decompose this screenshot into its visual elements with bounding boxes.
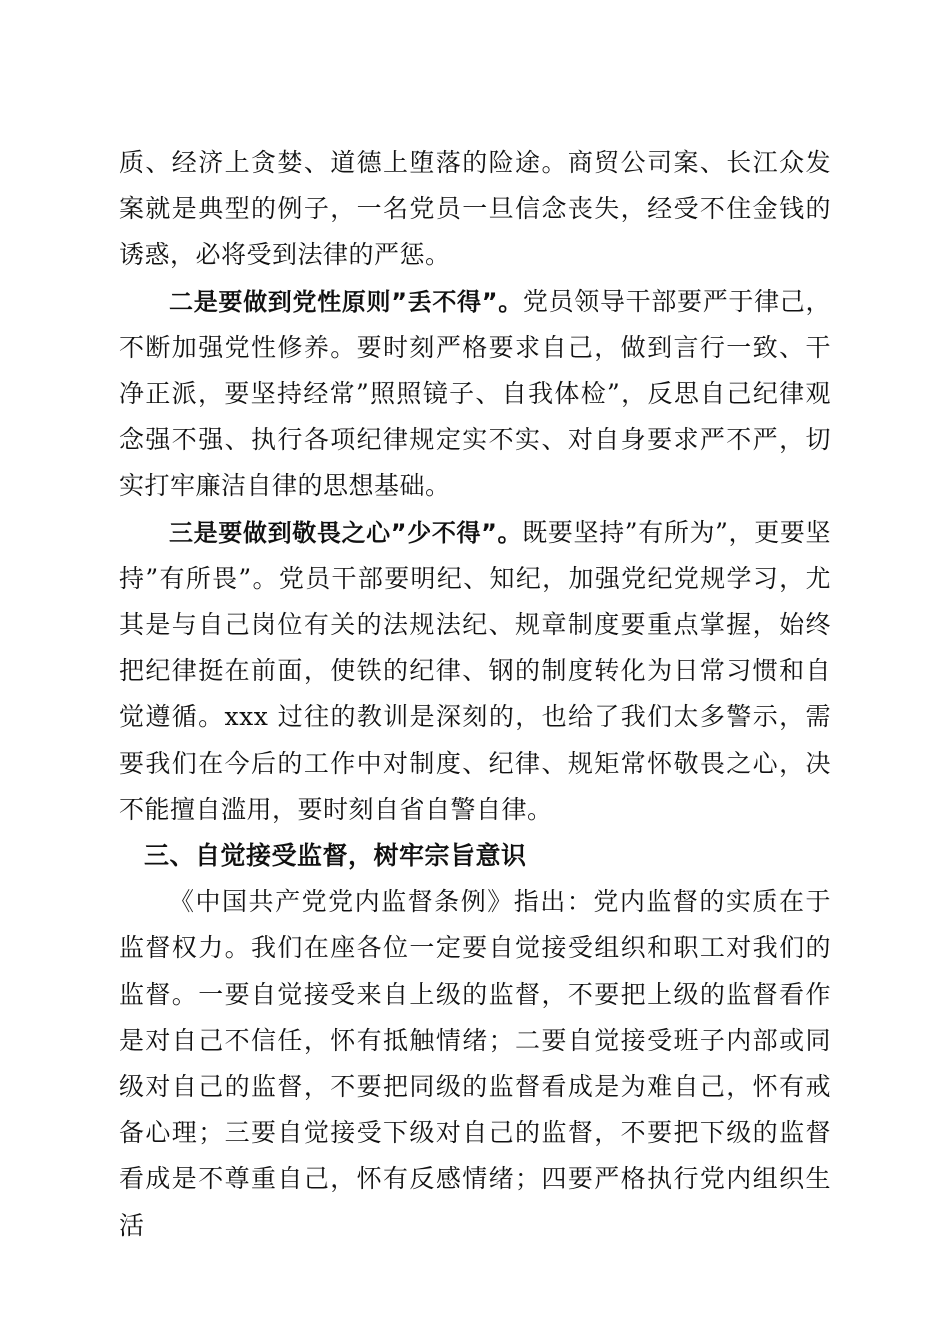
document-body [119, 140, 831, 1249]
paragraph-text: 既要坚持”有所为”，更要坚持”有所畏”。党员干部要明纪、知纪，加强党纪党规学习，尤其是与自己岗位有关的法规法纪、规章制度要重点掌握，始终把纪律挺在前面，使铁的纪律、钢的制度转化为日常习惯和自觉遵循。xxx 过往的教训是深刻的，也给了我们太多警示，需要我们在今后的工作中对制度、纪律、规矩常怀敬畏之心，决不能擅自滥用，要时刻自省自警自律。 [119, 517, 831, 824]
paragraph-supervision: 《中国共产党党内监督条例》指出：党内监督的实质在于监督权力。我们在座各位一定要自觉接受组织和职工对我们的监督。一要自觉接受来自上级的监督，不要把上级的监督看作是对自己不信任，怀有抵触情绪；二要自觉接受班子内部或同级对自己的监督，不要把同级的监督看成是为难自己，怀有戒备心理；三要自觉接受下级对自己的监督，不要把下级的监督看成是不尊重自己，怀有反感情绪；四要严格执行党内组织生活 [119, 887, 831, 1240]
paragraph-party-principle [119, 279, 831, 510]
paragraph-reverence [119, 510, 831, 833]
paragraph-continuation: 质、经济上贪婪、道德上堕落的险途。商贸公司案、长江众发案就是典型的例子，一名党员一旦信念丧失，经受不住金钱的诱惑，必将受到法律的严惩。 [119, 148, 831, 270]
paragraph-text: 党员领导干部要严于律己，不断加强党性修养。要时刻严格要求自己，做到言行一致、干净正派，要坚持经常”照照镜子、自我体检”，反思自己纪律观念强不强、执行各项纪律规定实不实、对自身要求严不严，切实打牢廉洁自律的思想基础。 [119, 286, 831, 501]
paragraph-lead: 二是要做到党性原则”丢不得”。 [169, 287, 523, 316]
section-heading: 三、自觉接受监督，树牢宗旨意识 [144, 841, 527, 871]
paragraph-lead: 三是要做到敬畏之心”少不得”。 [169, 518, 523, 547]
